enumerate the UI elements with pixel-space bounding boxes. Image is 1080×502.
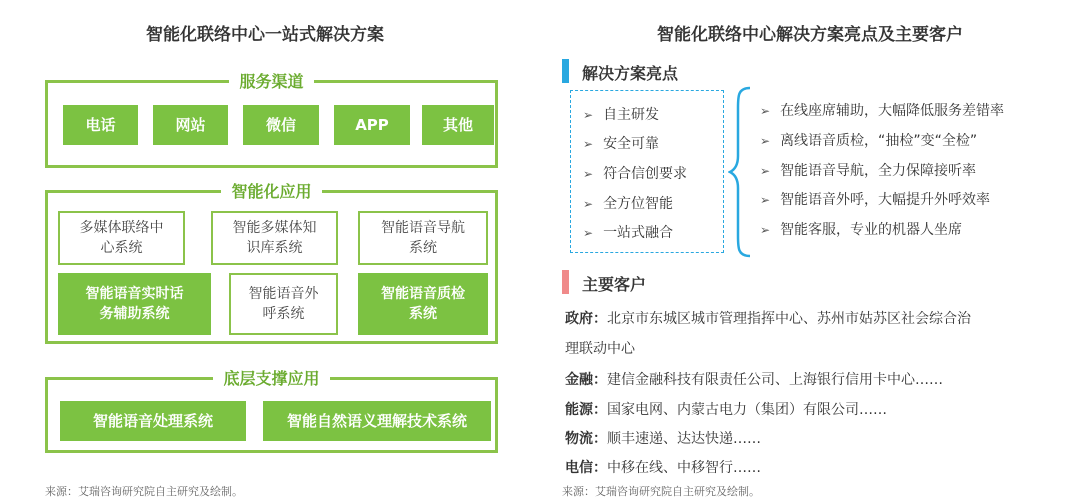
arrow-right-icon: ➢ bbox=[583, 108, 594, 122]
channel-phone: 电话 bbox=[63, 105, 138, 145]
intelligent-apps-group bbox=[45, 182, 498, 344]
channel-other: 其他 bbox=[422, 105, 494, 145]
value-item: ➢ 智能语音导航，全力保障接听率 bbox=[760, 163, 977, 179]
arrow-right-icon: ➢ bbox=[760, 223, 771, 237]
app-voice-navigation: 智能语音导航 系统 bbox=[358, 211, 488, 265]
intelligent-apps-title: 智能化应用 bbox=[221, 182, 321, 201]
app-quality-inspection: 智能语音质检 系统 bbox=[358, 273, 488, 335]
left-source-note: 来源：艾瑞咨询研究院自主研究及绘制。 bbox=[45, 485, 243, 498]
customer-row-finance: 金融：建信金融科技有限责任公司、上海银行信用卡中心…… bbox=[565, 372, 943, 388]
base-apps-title: 底层支撑应用 bbox=[213, 369, 329, 388]
highlight-item: ➢ 符合信创要求 bbox=[583, 166, 688, 182]
arrow-right-icon: ➢ bbox=[760, 134, 771, 148]
curly-brace-icon bbox=[728, 86, 752, 258]
highlights-bar bbox=[562, 59, 569, 83]
service-channels-group bbox=[45, 72, 498, 168]
base-voice-processing: 智能语音处理系统 bbox=[60, 401, 246, 441]
highlight-item: ➢ 一站式融合 bbox=[583, 225, 674, 241]
base-nlu-system: 智能自然语义理解技术系统 bbox=[263, 401, 491, 441]
value-item: ➢ 离线语音质检，“抽检”变“全检” bbox=[760, 133, 978, 149]
customers-bar bbox=[562, 270, 569, 294]
highlight-item: ➢ 自主研发 bbox=[583, 107, 660, 123]
highlights-title: 解决方案亮点 bbox=[582, 64, 679, 83]
customers-title: 主要客户 bbox=[582, 275, 647, 294]
app-realtime-assist: 智能语音实时话 务辅助系统 bbox=[58, 273, 211, 335]
value-item: ➢ 智能客服，专业的机器人坐席 bbox=[760, 222, 963, 238]
customer-row-government: 政府：北京市东城区城市管理指挥中心、苏州市姑苏区社会综合治 bbox=[565, 311, 971, 327]
value-item: ➢ 在线座席辅助，大幅降低服务差错率 bbox=[760, 103, 1005, 119]
arrow-right-icon: ➢ bbox=[583, 197, 594, 211]
arrow-right-icon: ➢ bbox=[760, 193, 771, 207]
app-multimedia-contact-center: 多媒体联络中 心系统 bbox=[58, 211, 185, 265]
customer-row-logistics: 物流：顺丰速递、达达快递…… bbox=[565, 431, 761, 447]
channel-website: 网站 bbox=[153, 105, 228, 145]
arrow-right-icon: ➢ bbox=[583, 167, 594, 181]
arrow-right-icon: ➢ bbox=[583, 226, 594, 240]
customer-row-energy: 能源：国家电网、内蒙古电力（集团）有限公司…… bbox=[565, 402, 887, 418]
value-item: ➢ 智能语音外呼，大幅提升外呼效率 bbox=[760, 192, 991, 208]
app-outbound-call: 智能语音外 呼系统 bbox=[229, 273, 338, 335]
left-panel-title: 智能化联络中心一站式解决方案 bbox=[146, 25, 384, 45]
app-knowledge-base: 智能多媒体知 识库系统 bbox=[211, 211, 338, 265]
service-channels-title: 服务渠道 bbox=[229, 72, 313, 91]
customer-row-telecom: 电信：中移在线、中移智行…… bbox=[565, 460, 761, 476]
channel-app: APP bbox=[334, 105, 410, 145]
right-source-note: 来源：艾瑞咨询研究院自主研究及绘制。 bbox=[562, 485, 760, 498]
arrow-right-icon: ➢ bbox=[760, 104, 771, 118]
highlight-item: ➢ 安全可靠 bbox=[583, 136, 660, 152]
highlight-item: ➢ 全方位智能 bbox=[583, 196, 674, 212]
channel-wechat: 微信 bbox=[243, 105, 319, 145]
arrow-right-icon: ➢ bbox=[760, 164, 771, 178]
customer-row-government-cont: 理联动中心 bbox=[565, 341, 635, 357]
right-panel-title: 智能化联络中心解决方案亮点及主要客户 bbox=[657, 25, 963, 45]
base-apps-group bbox=[45, 369, 498, 453]
arrow-right-icon: ➢ bbox=[583, 137, 594, 151]
